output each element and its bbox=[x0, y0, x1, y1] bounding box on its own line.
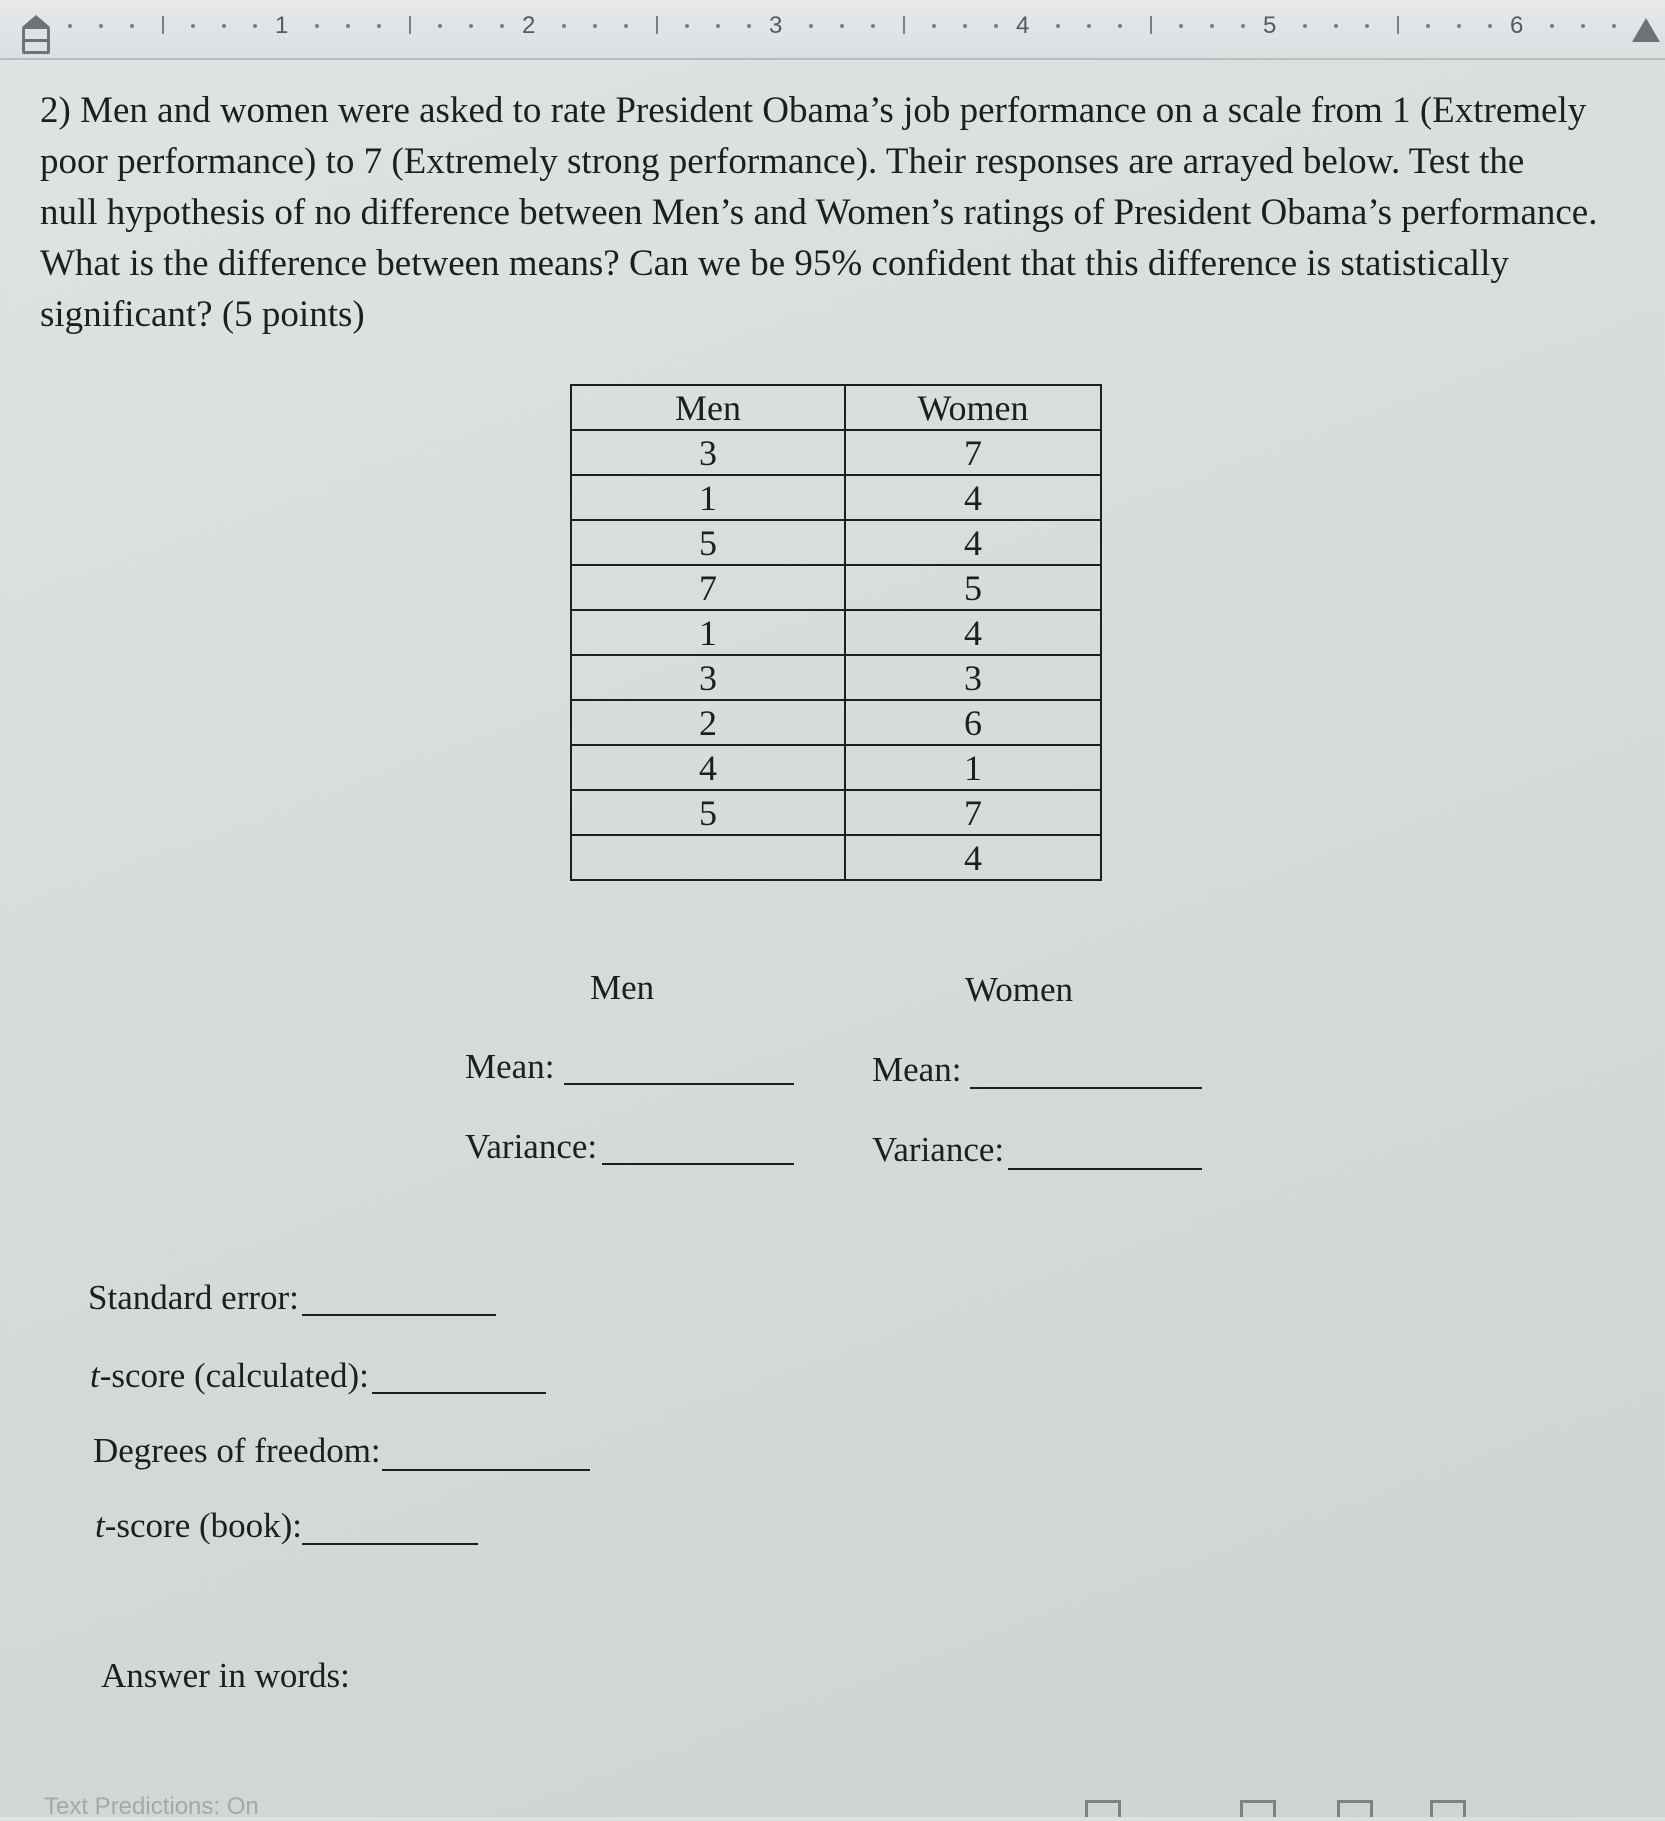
ruler-dot bbox=[562, 24, 566, 28]
ruler-dot bbox=[840, 24, 844, 28]
t-score-calculated-blank[interactable] bbox=[372, 1392, 546, 1394]
men-cell: 3 bbox=[571, 430, 845, 475]
ruler-dot bbox=[809, 24, 813, 28]
ruler-dot bbox=[346, 24, 350, 28]
table-row bbox=[571, 745, 1101, 790]
t-score-book-text: -score (book): bbox=[104, 1506, 303, 1545]
ruler-number-6: 6 bbox=[1510, 12, 1524, 39]
question-line: poor performance) to 7 (Extremely strong performance). Their responses are arrayed below. Test the bbox=[40, 141, 1525, 182]
women-cell: 3 bbox=[845, 655, 1101, 700]
ruler-dot bbox=[1334, 24, 1338, 28]
ruler-dot bbox=[1612, 24, 1616, 28]
t-score-book-label bbox=[95, 1506, 302, 1546]
text-predictions-status[interactable]: Text Predictions: On bbox=[44, 1793, 259, 1820]
ruler-number-5: 5 bbox=[1263, 12, 1277, 39]
women-cell: 6 bbox=[845, 700, 1101, 745]
question-line: What is the difference between means? Can we be 95% confident that this difference is statistically bbox=[40, 243, 1509, 284]
ruler-dot bbox=[932, 24, 936, 28]
ruler-dot bbox=[1550, 24, 1554, 28]
left-indent-marker-icon[interactable] bbox=[22, 26, 50, 54]
ruler-number-2: 2 bbox=[522, 12, 536, 39]
men-cell: 1 bbox=[571, 610, 845, 655]
ruler-dot bbox=[469, 24, 473, 28]
men-mean-blank[interactable] bbox=[564, 1083, 794, 1085]
ruler-dot bbox=[99, 24, 103, 28]
men-variance-label: Variance: bbox=[465, 1127, 598, 1166]
men-cell bbox=[571, 835, 845, 880]
web-layout-icon[interactable] bbox=[1430, 1800, 1466, 1817]
ruler-dot bbox=[253, 24, 257, 28]
ruler-dot bbox=[68, 24, 72, 28]
ruler-dot bbox=[1426, 24, 1430, 28]
women-cell: 1 bbox=[845, 745, 1101, 790]
ruler-dot bbox=[315, 24, 319, 28]
table-row bbox=[571, 700, 1101, 745]
ruler-dot bbox=[716, 24, 720, 28]
ruler-dot bbox=[963, 24, 967, 28]
table-row bbox=[571, 430, 1101, 475]
ruler-dot bbox=[747, 24, 751, 28]
women-cell: 7 bbox=[845, 430, 1101, 475]
ruler-tick bbox=[1397, 16, 1399, 34]
question-line: 2) Men and women were asked to rate President Obama’s job performance on a scale from 1 (Extremely bbox=[40, 90, 1587, 131]
ruler-dot bbox=[1303, 24, 1307, 28]
table-row bbox=[571, 610, 1101, 655]
ruler-tick bbox=[656, 16, 658, 34]
degrees-of-freedom-label: Degrees of freedom: bbox=[93, 1431, 381, 1470]
men-cell: 7 bbox=[571, 565, 845, 610]
ruler-tick bbox=[409, 16, 411, 34]
t-italic: t bbox=[95, 1506, 105, 1545]
ruler-dot bbox=[624, 24, 628, 28]
ruler-number-3: 3 bbox=[769, 12, 783, 39]
table-row bbox=[571, 520, 1101, 565]
ruler-dot bbox=[438, 24, 442, 28]
table-row bbox=[571, 655, 1101, 700]
women-mean-blank[interactable] bbox=[970, 1087, 1202, 1089]
ruler-dot bbox=[1365, 24, 1369, 28]
ruler-dot bbox=[1179, 24, 1183, 28]
question-text bbox=[40, 85, 1640, 340]
table-row bbox=[571, 835, 1101, 880]
t-score-calculated-text: -score (calculated): bbox=[99, 1356, 369, 1395]
ruler-number-1: 1 bbox=[275, 12, 289, 39]
ruler-dot bbox=[994, 24, 998, 28]
standard-error-blank[interactable] bbox=[302, 1314, 496, 1316]
ruler-dot bbox=[593, 24, 597, 28]
t-italic: t bbox=[90, 1356, 100, 1395]
header-women: Women bbox=[845, 385, 1101, 430]
focus-icon[interactable] bbox=[1085, 1800, 1121, 1817]
women-cell: 4 bbox=[845, 835, 1101, 880]
read-mode-icon[interactable] bbox=[1240, 1800, 1276, 1817]
ruler-dot bbox=[1457, 24, 1461, 28]
men-cell: 2 bbox=[571, 700, 845, 745]
ruler-dot bbox=[130, 24, 134, 28]
women-cell: 4 bbox=[845, 475, 1101, 520]
standard-error-label: Standard error: bbox=[88, 1278, 299, 1317]
ruler-dot bbox=[222, 24, 226, 28]
ruler-dot bbox=[1581, 24, 1585, 28]
right-indent-marker-icon[interactable] bbox=[1632, 18, 1660, 42]
ruler-dot bbox=[1118, 24, 1122, 28]
ruler-dot bbox=[685, 24, 689, 28]
answer-in-words-label: Answer in words: bbox=[101, 1656, 350, 1695]
question-line: significant? (5 points) bbox=[40, 294, 365, 335]
women-cell: 4 bbox=[845, 610, 1101, 655]
ratings-table bbox=[570, 384, 1102, 881]
ruler-dot bbox=[191, 24, 195, 28]
men-cell: 4 bbox=[571, 745, 845, 790]
header-men: Men bbox=[571, 385, 845, 430]
table-row bbox=[571, 475, 1101, 520]
degrees-of-freedom-blank[interactable] bbox=[382, 1469, 590, 1471]
ruler-number-4: 4 bbox=[1016, 12, 1030, 39]
men-cell: 5 bbox=[571, 790, 845, 835]
men-mean-label: Mean: bbox=[465, 1047, 555, 1086]
women-mean-label: Mean: bbox=[872, 1050, 962, 1089]
ruler-dot bbox=[1056, 24, 1060, 28]
ruler-dot bbox=[1087, 24, 1091, 28]
women-cell: 4 bbox=[845, 520, 1101, 565]
men-cell: 5 bbox=[571, 520, 845, 565]
print-layout-icon[interactable] bbox=[1337, 1800, 1373, 1817]
ruler-dot bbox=[500, 24, 504, 28]
women-cell: 7 bbox=[845, 790, 1101, 835]
table-row bbox=[571, 565, 1101, 610]
ruler-tick bbox=[1150, 16, 1152, 34]
ruler-dot bbox=[1488, 24, 1492, 28]
ruler-dot bbox=[1210, 24, 1214, 28]
table-row bbox=[571, 790, 1101, 835]
women-summary-header: Women bbox=[965, 970, 1073, 1009]
table-header-row bbox=[571, 385, 1101, 430]
ruler-tick bbox=[162, 16, 164, 34]
women-variance-blank[interactable] bbox=[1008, 1168, 1202, 1170]
t-score-calculated-label bbox=[90, 1356, 369, 1396]
ruler-tick bbox=[903, 16, 905, 34]
ruler bbox=[0, 0, 1665, 60]
women-cell: 5 bbox=[845, 565, 1101, 610]
t-score-book-blank[interactable] bbox=[302, 1543, 478, 1545]
men-cell: 3 bbox=[571, 655, 845, 700]
women-variance-label: Variance: bbox=[872, 1130, 1005, 1169]
men-cell: 1 bbox=[571, 475, 845, 520]
ruler-dot bbox=[871, 24, 875, 28]
question-line: null hypothesis of no difference between Men’s and Women’s ratings of President Obama’s performance. bbox=[40, 192, 1598, 233]
men-variance-blank[interactable] bbox=[602, 1163, 794, 1165]
ruler-dot bbox=[377, 24, 381, 28]
men-summary-header: Men bbox=[590, 968, 655, 1007]
ruler-dot bbox=[1241, 24, 1245, 28]
